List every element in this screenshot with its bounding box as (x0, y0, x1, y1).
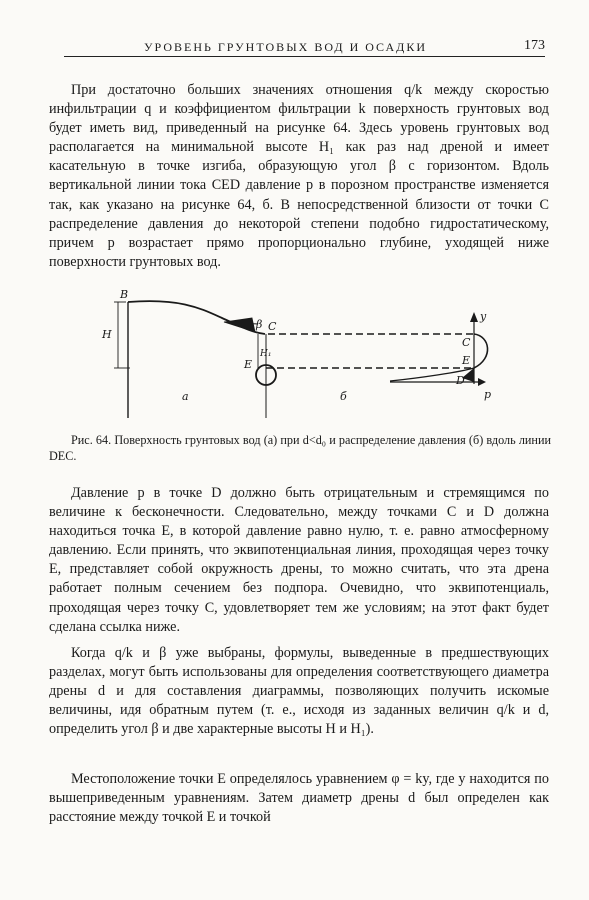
pressure-curve-positive (474, 334, 488, 368)
running-header-title: УРОВЕНЬ ГРУНТОВЫХ ВОД И ОСАДКИ (144, 40, 427, 54)
paragraph-4: Местоположение точки E определялось уравнением φ = ky, где y находится по вышеприведенным уравнениям. Затем диаметр дрены d был определен как расстояние между точкой E и точкой (49, 771, 549, 826)
label-h: H (102, 328, 112, 341)
label-c2: C (462, 336, 471, 349)
paragraph-2-block (49, 484, 549, 637)
label-beta: β (256, 318, 263, 331)
label-h1: H₁ (260, 349, 272, 359)
figure-caption-text: Рис. 64. Поверхность грунтовых вод (а) при d<d₀ и распределение давления (б) вдоль линии DEC. (49, 433, 551, 463)
label-p: p (484, 388, 492, 401)
label-c: C (268, 320, 277, 333)
label-e: E (244, 358, 253, 371)
label-y: y (480, 310, 487, 323)
page-number: 173 (524, 38, 545, 53)
label-b-cyr: б (340, 390, 347, 403)
figure-64 (90, 288, 510, 422)
label-b: B (120, 288, 129, 301)
paragraph-1-block (49, 81, 549, 272)
paragraph-3: Когда q/k и β уже выбраны, формулы, выведенные в предшествующих разделах, могут быть использованы для определения соответствующего диаметра дрены d и для составления диаграммы, позволяющих получить искомые величины, идя обратным путем (т. е., исходя из заданных величин q/k и d, определить угол β и две характерные высоты H и H₁). (49, 645, 549, 738)
groundwater-surface-curve (128, 301, 265, 334)
paragraph-4-block (49, 770, 549, 827)
paragraph-3-block (49, 644, 549, 739)
running-header (64, 38, 545, 57)
figure-caption (49, 432, 551, 464)
label-d: D (456, 374, 465, 387)
figure-64-drawing (90, 288, 510, 422)
label-a: а (182, 390, 189, 403)
paragraph-1: При достаточно больших значениях отношения q/k между скоростью инфильтрации q и коэффициентом фильтрации k поверхность грунтовых вод будет иметь вид, приведенный на рисунке 64. Здесь уровень грунтовых вод располагается на минимальной высоте H₁ как раз над дреной и имеет касательную в точке изгиба, образующую угол β с горизонтом. Вдоль вертикальной линии тока CED давление p в порозном пространстве изменяется так, как указано на рисунке 64, б. В непосредственной близости от точки C распределение давления до некоторой степени подобно гидростатическому, причем p возрастает прямо пропорционально глубине, уходящей ниже поверхности грунтовых вод. (49, 82, 549, 270)
paragraph-2: Давление p в точке D должно быть отрицательным и стремящимся по величине к бесконечности. Следовательно, между точками C и D должна находиться точка E, в которой давление равно нулю, т. е. равно атмосферному давлению. Если принять, что эквипотенциальная линия, проходящая через точку E, представляет собой окружность дрены, то можно считать, что эта дрена работает полным сечением без подпора. Очевидно, что эквипотенциаль, проходящая через точку C, удовлетворяет тем же условиям; на этот факт будет сделана ссылка ниже. (49, 485, 549, 635)
label-e2: E (462, 354, 471, 367)
